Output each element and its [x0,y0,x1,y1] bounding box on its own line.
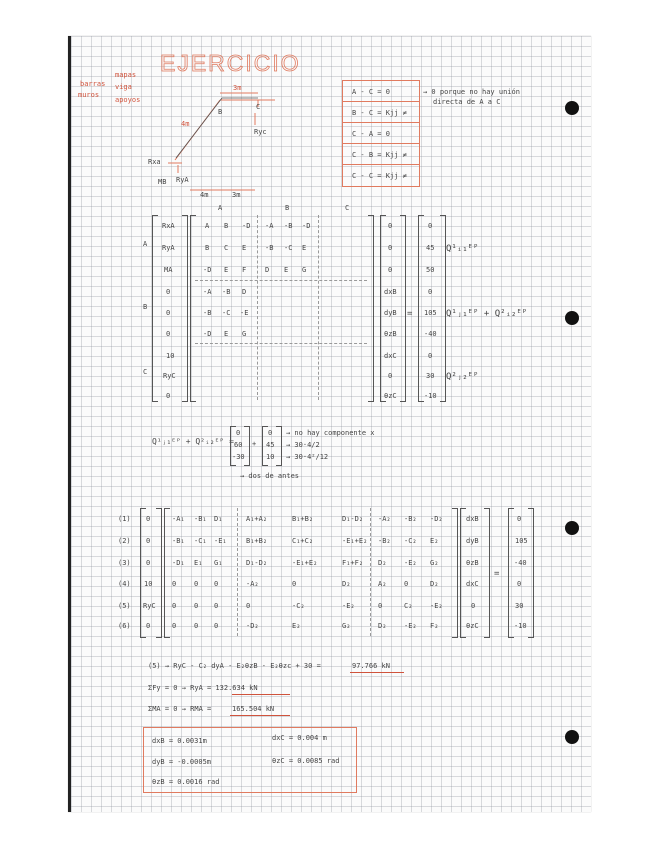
stiffness-cell: E₂ [292,622,301,630]
stiffness-cell: -C₂ [292,602,305,610]
stiffness-cell: -C₂ [404,537,417,545]
stiffness-cell: -A₂ [378,515,391,523]
stiffness-cell: D₂ [378,622,387,630]
displacement-vector: dyB [384,309,397,317]
stiffness-cell: -A₁ [172,515,185,523]
reaction-vector: 0 [146,537,151,545]
displacement-vector: 0 [388,222,393,230]
equation: (5) → RyC - C₂ dyA - E₂θzB - E₂θzc + 30 = [148,662,321,670]
displacement-vector: θzC [384,392,397,400]
stiffness-cell: E [284,266,289,274]
row-tag: (4) [118,580,131,588]
displacement-vector: θzC [466,622,479,630]
load-sum-cell: 10 [266,453,275,461]
legend-note: apoyos [115,96,141,104]
stiffness-cell: E [224,330,229,338]
stiffness-cell: C₂ [404,602,413,610]
load-vector: -40 [514,559,527,567]
row-tag: (2) [118,537,131,545]
stiffness-cell: 0 [214,622,219,630]
stiffness-cell: -B₂ [404,515,417,523]
reaction-vector: RyC [163,372,176,380]
legend-note: mapas [115,71,137,79]
reaction-vector: 10 [144,580,153,588]
equation-result: 97.766 kN [352,662,390,670]
frame-diagram [140,85,310,205]
displacement-vector: 0 [471,602,476,610]
stiffness-cell: -D [242,222,251,230]
binder-hole [565,730,579,744]
load-sum-lhs: Q¹ⱼ₁ᴱᴾ + Q²ᵢ₂ᴱᴾ = [152,437,234,446]
stiffness-cell: C₁+C₂ [292,537,314,545]
load-vector: 105 [424,309,437,317]
displacement-vector: 0 [388,372,393,380]
load-sum-cell: 0 [268,429,273,437]
load-vector: 50 [426,266,435,274]
load-vector: 0 [428,288,433,296]
reaction-vector: 0 [146,515,151,523]
dimension-label: 4m [200,191,209,199]
stiffness-cell: -D₂ [246,622,259,630]
load-sum-note: → dos de antes [240,472,300,480]
stiffness-cell: -A₂ [246,580,259,588]
reaction-vector: 0 [166,330,171,338]
load-vector: 30 [426,372,435,380]
load-vector: -40 [424,330,437,338]
stiffness-cell: -B [222,288,231,296]
plus-sign: + [252,440,257,448]
stiffness-cell: D₁ [214,515,223,523]
stiffness-cell: -B₂ [378,537,391,545]
row-tag: (6) [118,622,131,630]
binder-hole [565,521,579,535]
binder-hole [565,101,579,115]
stiffness-cell: G [242,330,247,338]
stiffness-cell: -D₁ [172,559,185,567]
stiffness-cell: B₁+B₂ [246,537,268,545]
stiffness-cell: -B₁ [194,515,207,523]
reaction-label: Rxa [148,158,161,166]
stiffness-cell: B₁+B₂ [292,515,314,523]
stiffness-cell: -E₁ [214,537,227,545]
equals-sign: = [494,569,500,579]
stiffness-cell: D₂ [378,559,387,567]
dof-row: A - C = 0 [352,88,390,96]
stiffness-cell: E₂ [430,537,439,545]
stiffness-cell: -E₂ [404,559,417,567]
stiffness-cell: D₂ [430,580,439,588]
dof-row: C - B = Kjj ≠ [352,151,407,159]
load-vector: 30 [515,602,524,610]
load-vector: 105 [515,537,528,545]
dimension-label: 3m [233,84,242,92]
stiffness-cell: -C [284,244,293,252]
stiffness-cell: F₁+F₂ [342,559,364,567]
dof-note: directa de A a C [433,98,501,106]
stiffness-cell: F₂ [430,622,439,630]
reaction-vector: RyA [162,244,175,252]
stiffness-cell: 0 [172,580,177,588]
load-label: Q¹ᵢ₁ᴱᴾ [446,244,479,254]
displacement-vector: dxB [384,288,397,296]
stiffness-cell: -E₂ [430,602,443,610]
dof-row: C - C = Kjj ≠ [352,172,407,180]
load-sum-note: → 30·4/2 [286,441,320,449]
stiffness-cell: E [302,244,307,252]
load-sum-cell: -30 [232,453,245,461]
stiffness-cell: A₁+A₂ [246,515,268,523]
reaction-vector: 0 [166,392,171,400]
equation: ΣMA = 0 → RMA = [148,705,212,713]
result-value: θzC = 0.0085 rad [272,757,340,765]
load-vector: 0 [428,352,433,360]
reaction-label: Ryc [254,128,267,136]
stiffness-cell: -B [284,222,293,230]
load-label: Q²ⱼ₂ᴱᴾ [446,372,479,382]
legend-note: barras [80,80,106,88]
stiffness-cell: 0 [194,580,199,588]
load-vector: 45 [426,244,435,252]
stiffness-cell: 0 [194,602,199,610]
row-tag: (3) [118,559,131,567]
stiffness-cell: 0 [172,622,177,630]
reaction-vector: 0 [166,288,171,296]
reaction-label: RyA [176,176,189,184]
load-sum-cell: 60 [234,441,243,449]
stiffness-cell: D₂ [342,580,351,588]
group-label: B [285,204,290,212]
stiffness-cell: B [205,244,210,252]
stiffness-cell: A₂ [378,580,387,588]
stiffness-cell: -E [240,309,249,317]
row-group-label: A [143,240,148,248]
node-label: C [256,103,261,111]
stiffness-cell: -D [203,266,212,274]
stiffness-cell: 0 [214,602,219,610]
load-sum-cell: 45 [266,441,275,449]
stiffness-cell: 0 [194,622,199,630]
stiffness-cell: E [224,266,229,274]
stiffness-cell: -D₂ [430,515,443,523]
stiffness-cell: -C [222,309,231,317]
dimension-label: 3m [232,191,241,199]
reaction-vector: 10 [166,352,175,360]
stiffness-cell: -E₁+E₂ [292,559,318,567]
displacement-vector: dxB [466,515,479,523]
stiffness-cell: G₁ [214,559,223,567]
reaction-vector: MA [164,266,173,274]
node-label: B [218,108,223,116]
stiffness-cell: -B [265,244,274,252]
stiffness-cell: -B₁ [172,537,185,545]
group-label: C [345,204,350,212]
stiffness-cell: -E₂ [342,602,355,610]
group-label: A [218,204,223,212]
stiffness-cell: G [302,266,307,274]
equation: ΣFy = 0 → RyA = 132.634 kN [148,684,258,692]
stiffness-cell: -E₂ [404,622,417,630]
stiffness-cell: E₁ [194,559,203,567]
stiffness-cell: -C₁ [194,537,207,545]
stiffness-cell: -D [203,330,212,338]
load-sum-note: → no hay componente x [286,429,375,437]
row-group-label: B [143,303,148,311]
displacement-vector: θzB [466,559,479,567]
load-vector: -10 [424,392,437,400]
legend-note: viga [115,83,132,91]
equation-result: 165.504 kN [232,705,275,713]
displacement-vector: 0 [388,244,393,252]
stiffness-cell: F [242,266,247,274]
stiffness-cell: 0 [292,580,297,588]
stiffness-cell: D₁-D₂ [246,559,268,567]
stiffness-cell: 0 [246,602,251,610]
result-value: dyB = -0.0005m [152,758,212,766]
load-vector: 0 [428,222,433,230]
row-tag: (5) [118,602,131,610]
dof-row: B - C = Kjj ≠ [352,109,407,117]
reaction-vector: RyC [143,602,156,610]
reaction-vector: 0 [146,559,151,567]
dimension-label: 4m [181,120,190,128]
stiffness-cell: D [265,266,270,274]
row-group-label: C [143,368,148,376]
stiffness-cell: G₂ [342,622,351,630]
displacement-vector: dxC [466,580,479,588]
result-value: θzB = 0.0016 rad [152,778,220,786]
stiffness-cell: A [205,222,210,230]
stiffness-cell: -D [302,222,311,230]
load-sum-cell: 0 [236,429,241,437]
load-vector: 0 [517,580,522,588]
stiffness-cell: -B [203,309,212,317]
stiffness-cell: -E₁+E₂ [342,537,368,545]
stiffness-cell: -A [265,222,274,230]
stiffness-cell: E [242,244,247,252]
displacement-vector: 0 [388,266,393,274]
stiffness-cell: C [224,244,229,252]
row-tag: (1) [118,515,131,523]
stiffness-cell: 0 [214,580,219,588]
stiffness-cell: -A [203,288,212,296]
reaction-label: MB [158,178,167,186]
stiffness-cell: 0 [172,602,177,610]
page-title: EJERCICIO [160,50,301,76]
load-vector: -10 [514,622,527,630]
displacement-vector: θzB [384,330,397,338]
result-value: dxB = 0.0031m [152,737,207,745]
reaction-vector: 0 [146,622,151,630]
load-vector: 0 [517,515,522,523]
dof-row: C - A = 0 [352,130,390,138]
reaction-vector: 0 [166,309,171,317]
legend-note: muros [78,91,100,99]
equals-sign: = [407,309,413,319]
result-value: dxC = 0.004 m [272,734,327,742]
stiffness-cell: 0 [378,602,383,610]
stiffness-cell: 0 [404,580,409,588]
stiffness-cell: D₁-D₂ [342,515,364,523]
reaction-vector: RxA [162,222,175,230]
stiffness-cell: G₂ [430,559,439,567]
displacement-vector: dyB [466,537,479,545]
displacement-vector: dxC [384,352,397,360]
stiffness-cell: B [224,222,229,230]
binder-hole [565,311,579,325]
load-label: Q¹ⱼ₁ᴱᴾ + Q²ᵢ₂ᴱᴾ [446,309,528,319]
load-sum-note: → 30·4²/12 [286,453,329,461]
dof-note: → 0 porque no hay unión [423,88,520,96]
stiffness-cell: D [242,288,247,296]
